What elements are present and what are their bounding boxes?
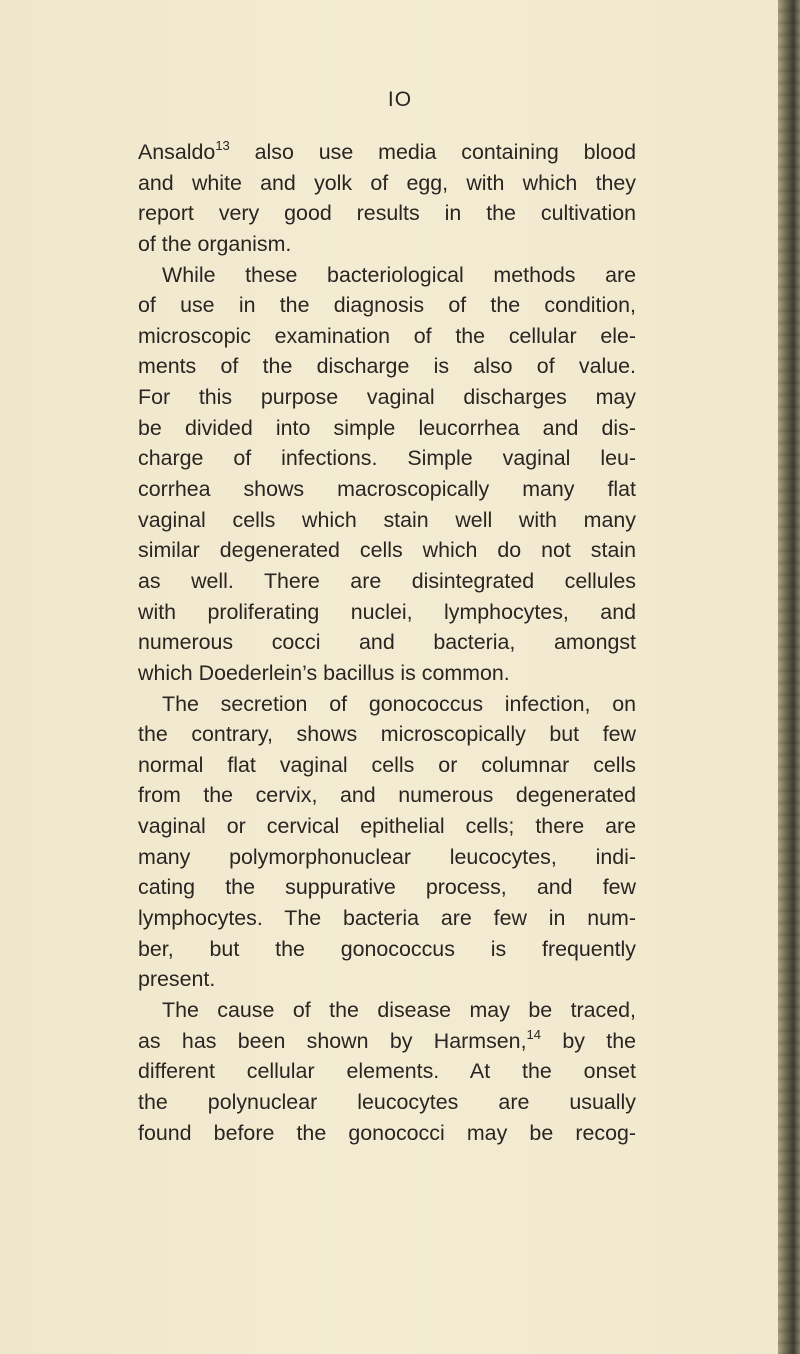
page-number: IO [387,88,413,111]
text-line: report very good results in the cultivation [138,201,636,226]
text-line: which Doederlein’s bacillus is common. [138,660,510,685]
text-line: different cellular elements. At the onset [138,1059,636,1084]
text-line: of use in the diagnosis of the condition, [138,293,636,318]
text-line: numerous cocci and bacteria, amongst [138,630,636,655]
text-line: The cause of the disease may be traced, [162,997,636,1022]
text-line: vaginal or cervical epithelial cells; there are [138,814,636,839]
text-line: charge of infections. Simple vaginal leu- [138,446,636,471]
text-line: many polymorphonuclear leucocytes, indi- [138,844,636,869]
text-line: the polynuclear leucocytes are usually [138,1089,636,1114]
text-segment: Ansaldo [138,140,216,164]
text-line: lymphocytes. The bacteria are few in num- [138,906,636,931]
text-line: While these bacteriological methods are [162,262,636,287]
text-line: cating the suppurative process, and few [138,875,636,900]
text-segment: by the [540,1028,636,1053]
page-edge-shadow [778,0,800,1354]
text-line: ber, but the gonococcus is frequently [138,936,636,961]
text-segment: also use media containing blood [229,140,636,164]
text-line: normal flat vaginal cells or columnar cells [138,752,636,777]
text-line: microscopic examination of the cellular ele- [138,323,636,348]
text-line: corrhea shows macroscopically many flat [138,477,636,502]
text-line: The secretion of gonococcus infection, on [162,691,636,716]
text-line: similar degenerated cells which do not stain [138,538,636,563]
text-line [138,137,636,168]
text-line: and white and yolk of egg, with which they [138,170,636,195]
text-line: of the organism. [138,231,292,256]
text-line: from the cervix, and numerous degenerated [138,783,636,808]
text-line: with proliferating nuclei, lymphocytes, and [138,599,636,624]
text-line: For this purpose vaginal discharges may [138,385,636,410]
text-line: be divided into simple leucorrhea and dis- [138,415,636,440]
text-line: as well. There are disintegrated cellules [138,568,636,593]
text-line: vaginal cells which stain well with many [138,507,636,532]
text-line: the contrary, shows microscopically but few [138,722,636,747]
footnote-ref: 14 [526,1026,541,1042]
text-segment: as has been shown by Harmsen, [138,1028,527,1053]
footnote-ref: 13 [215,138,230,153]
text-line [138,1026,636,1057]
text-line: present. [138,967,216,992]
body-text [138,137,636,1148]
text-line: ments of the discharge is also of value. [138,354,636,379]
text-line: found before the gonococci may be recog- [138,1120,636,1145]
